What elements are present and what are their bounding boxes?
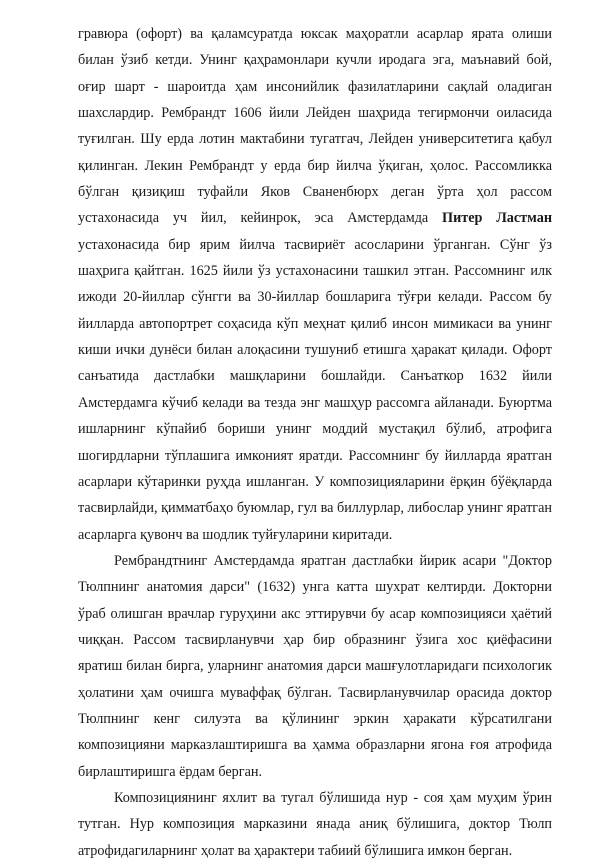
paragraph-2-text: Рембрандтнинг Амстердамда яратган дастлабки йирик асари "Доктор Тюлпнинг анатомия дарси" (1632) унга катта шухрат келтирди. Докторни ўраб олишган врачлар гуруҳини акс эттирувчи бу асар композицияси ҳаётий чиққан. Рассом тасвирланувчи ҳар бир образнинг ўзига хос қиёфасини яратиш билан бирга, уларнинг анатомия дарси машғулотларидаги психологик ҳолатини ҳам очишга муваффақ бўлган. Тасвирланувчилар орасида доктор Тюлпнинг кенг силуэта ва қўлининг эркин ҳаракати кўрсатилгани композицияни марказлаштиришга ва ҳамма образларни ягона ғоя атрофида бирлаштиришга ёрдам берган. bbox=[78, 552, 552, 780]
paragraph-2 bbox=[78, 548, 552, 785]
paragraph-1 bbox=[78, 21, 552, 548]
paragraph-3-text: Композициянинг яхлит ва тугал бўлишида нур - соя ҳам муҳим ўрин тутган. Нур композиция марказини янада аниқ бўлишига, доктор Тюлп атрофидагиларнинг ҳолат ва ҳарактери табиий бўлишига имкон берган. bbox=[78, 789, 552, 859]
paragraph-1-text-a: гравюра (офорт) ва қаламсуратда юксак маҳоратли асарлар ярата олиши билан ўзиб кетди. Унинг қаҳрамонлари кучли иродага эга, маънавий бой, оғир шарт - шароитда ҳам инсонийлик фазилатларини сақлай оладиган шахслардир. Рембрандт 1606 йили Лейден шаҳрида тегирмончи оиласида туғилган. Шу ерда лотин мактабини тугатгач, Лейден университетига қабул қилинган. Лекин Рембрандт у ерда бир йилча ўқиган, ҳолос. Рассомликка бўлган қизиқиш туфайли Яков Сваненбюрх деган ўрта ҳол рассом устахонасида уч йил, кейинрок, эса Амстердамда bbox=[78, 26, 552, 227]
paragraph-1-text-b: устахонасида бир ярим йилча тасвириёт асосларини ўрганган. Сўнг ўз шаҳрига қайтган. 1625 йили ўз устахонасини ташкил этган. Рассомнинг илк ижоди 20-йиллар сўнгги ва 30-йиллар бошларига тўғри келади. Рассом бу йилларда автопортрет соҳасида кўп меҳнат қилиб инсон мимикаси ва унинг киши ички дунёси билан алоқасини тушуниб етишга ҳаракат қилади. Офорт санъатида дастлабки машқларини бошлайди. Санъаткор 1632 йили Амстердамга кўчиб келади ва тезда энг машҳур рассомга айланади. Буюртма ишларнинг кўпайиб бориши унинг моддий мустақил бўлиб, атрофига шогирдларни тўплашига имконият яратди. Рассомнинг бу йилларда яратган асарлари кўтаринки руҳда ишланган. У композицияларини ёрқин бўёқларда тасвирлайди, қимматбаҳо буюмлар, гул ва биллурлар, либослар унинг яратган асарларга қувонч ва шодлик туйғуларини киритади. bbox=[78, 236, 552, 543]
paragraph-3 bbox=[78, 785, 552, 864]
paragraph-1-bold-name: Питер Ластман bbox=[442, 210, 552, 227]
document-page bbox=[78, 21, 552, 864]
